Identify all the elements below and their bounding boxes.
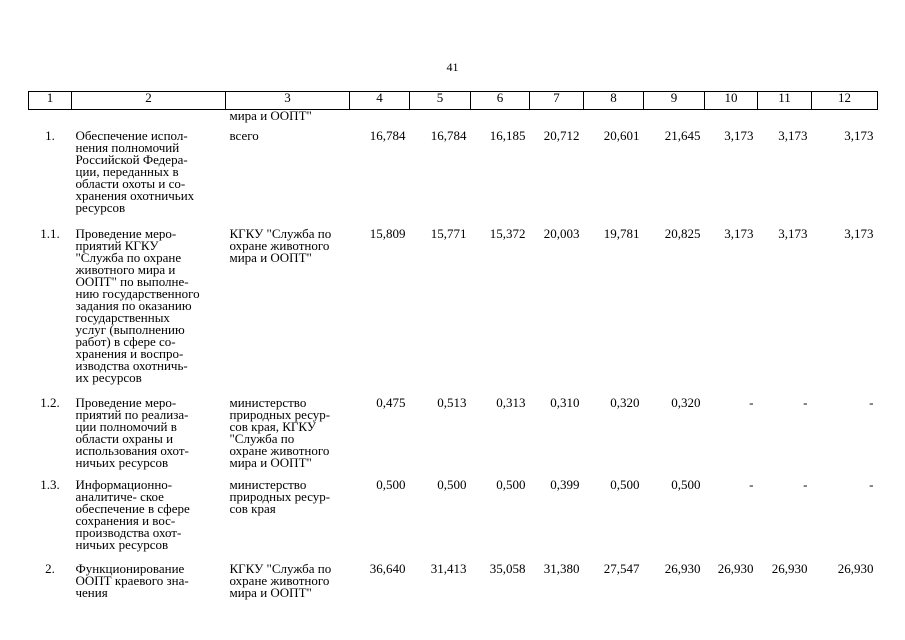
header-cell: 9 bbox=[644, 92, 705, 110]
value-cell: 0,320 bbox=[671, 395, 701, 410]
value-cell: 0,500 bbox=[496, 477, 526, 492]
value-cell: 0,500 bbox=[437, 477, 467, 492]
value-cell: 15,771 bbox=[430, 226, 467, 241]
value-cell: 0,500 bbox=[671, 477, 701, 492]
value-cell: 26,930 bbox=[664, 561, 701, 576]
value-cell: 3,173 bbox=[844, 128, 874, 143]
value-cell: 35,058 bbox=[489, 561, 526, 576]
activity-name: Проведение меро- приятий КГКУ "Служба по охране животного мира и ООПТ" по выполне- нию государственного задания по оказанию государственных услуг (выполнению работ) в сфере со- хранения и воспро- изводства охотничь- их ресурсов bbox=[75, 226, 200, 385]
value-cell: 31,380 bbox=[543, 561, 580, 576]
value-cell: 26,930 bbox=[837, 561, 874, 576]
value-cell: 0,513 bbox=[437, 395, 467, 410]
value-cell: 20,601 bbox=[603, 128, 640, 143]
value-cell: - bbox=[869, 477, 874, 492]
value-cell: - bbox=[803, 477, 808, 492]
budget-table bbox=[28, 91, 878, 602]
value-cell: 3,173 bbox=[778, 226, 808, 241]
responsible-executor: КГКУ "Служба по охране животного мира и ООПТ" bbox=[229, 226, 332, 265]
value-cell: 0,399 bbox=[550, 477, 580, 492]
table-row bbox=[29, 122, 878, 218]
responsible-executor: всего bbox=[229, 128, 259, 143]
value-cell: 15,809 bbox=[369, 226, 406, 241]
value-cell: 31,413 bbox=[430, 561, 467, 576]
header-cell: 6 bbox=[471, 92, 530, 110]
table-row bbox=[29, 218, 878, 387]
carryover-text: мира и ООПТ" bbox=[229, 108, 312, 123]
value-cell: 36,640 bbox=[369, 561, 406, 576]
value-cell: - bbox=[869, 395, 874, 410]
value-cell: 0,320 bbox=[610, 395, 640, 410]
row-number: 1. bbox=[45, 128, 55, 143]
value-cell: 20,003 bbox=[543, 226, 580, 241]
value-cell: 20,712 bbox=[543, 128, 580, 143]
activity-name: Проведение меро- приятий по реализа- ции полномочий в области охраны и использования охот- ничьих ресурсов bbox=[75, 395, 189, 470]
responsible-executor: КГКУ "Служба по охране животного мира и ООПТ" bbox=[229, 561, 332, 600]
activity-name: Информационно- аналитиче- ское обеспечение в сфере сохранения и вос- производства охот- ничьих ресурсов bbox=[75, 477, 190, 552]
row-number: 1.2. bbox=[40, 395, 60, 410]
value-cell: 0,313 bbox=[496, 395, 526, 410]
value-cell: 0,310 bbox=[550, 395, 580, 410]
header-cell: 2 bbox=[72, 92, 226, 110]
value-cell: 3,173 bbox=[778, 128, 808, 143]
table-row bbox=[29, 554, 878, 602]
activity-name: Функционирование ООПТ краевого зна- чения bbox=[75, 561, 189, 600]
value-cell: 26,930 bbox=[717, 561, 754, 576]
responsible-executor: министерство природных ресур- сов края, КГКУ "Служба по охране животного мира и ООПТ" bbox=[229, 395, 331, 470]
header-cell: 5 bbox=[410, 92, 471, 110]
value-cell: 16,185 bbox=[489, 128, 526, 143]
row-number: 1.3. bbox=[40, 477, 60, 492]
header-cell: 3 bbox=[226, 92, 350, 110]
value-cell: 3,173 bbox=[844, 226, 874, 241]
row-number: 1.1. bbox=[40, 226, 60, 241]
value-cell: 3,173 bbox=[724, 226, 754, 241]
header-row bbox=[29, 92, 878, 110]
responsible-executor: министерство природных ресур- сов края bbox=[229, 477, 331, 516]
value-cell: 16,784 bbox=[369, 128, 406, 143]
value-cell: 3,173 bbox=[724, 128, 754, 143]
value-cell: - bbox=[749, 477, 754, 492]
table-header bbox=[29, 92, 878, 110]
value-cell: 20,825 bbox=[664, 226, 701, 241]
row-number: 2. bbox=[45, 561, 55, 576]
value-cell: 0,475 bbox=[376, 395, 406, 410]
value-cell: 0,500 bbox=[610, 477, 640, 492]
header-cell: 8 bbox=[584, 92, 644, 110]
value-cell: 0,500 bbox=[376, 477, 406, 492]
page-number: 41 bbox=[446, 60, 459, 74]
value-cell: - bbox=[803, 395, 808, 410]
header-cell: 12 bbox=[812, 92, 878, 110]
table-row bbox=[29, 387, 878, 472]
value-cell: 21,645 bbox=[664, 128, 701, 143]
table-body bbox=[29, 110, 878, 603]
value-cell: 16,784 bbox=[430, 128, 467, 143]
value-cell: 15,372 bbox=[489, 226, 526, 241]
value-cell: 19,781 bbox=[603, 226, 640, 241]
header-cell: 7 bbox=[530, 92, 584, 110]
value-cell: - bbox=[749, 395, 754, 410]
header-cell: 10 bbox=[705, 92, 758, 110]
header-cell: 11 bbox=[758, 92, 812, 110]
table-row bbox=[29, 472, 878, 554]
value-cell: 26,930 bbox=[771, 561, 808, 576]
carryover-row bbox=[29, 110, 878, 123]
header-cell: 1 bbox=[29, 92, 72, 110]
value-cell: 27,547 bbox=[603, 561, 640, 576]
activity-name: Обеспечение испол- нения полномочий Российской Федера- ции, переданных в области охоты и со- хранения охотничьих ресурсов bbox=[75, 128, 195, 215]
header-cell: 4 bbox=[350, 92, 410, 110]
